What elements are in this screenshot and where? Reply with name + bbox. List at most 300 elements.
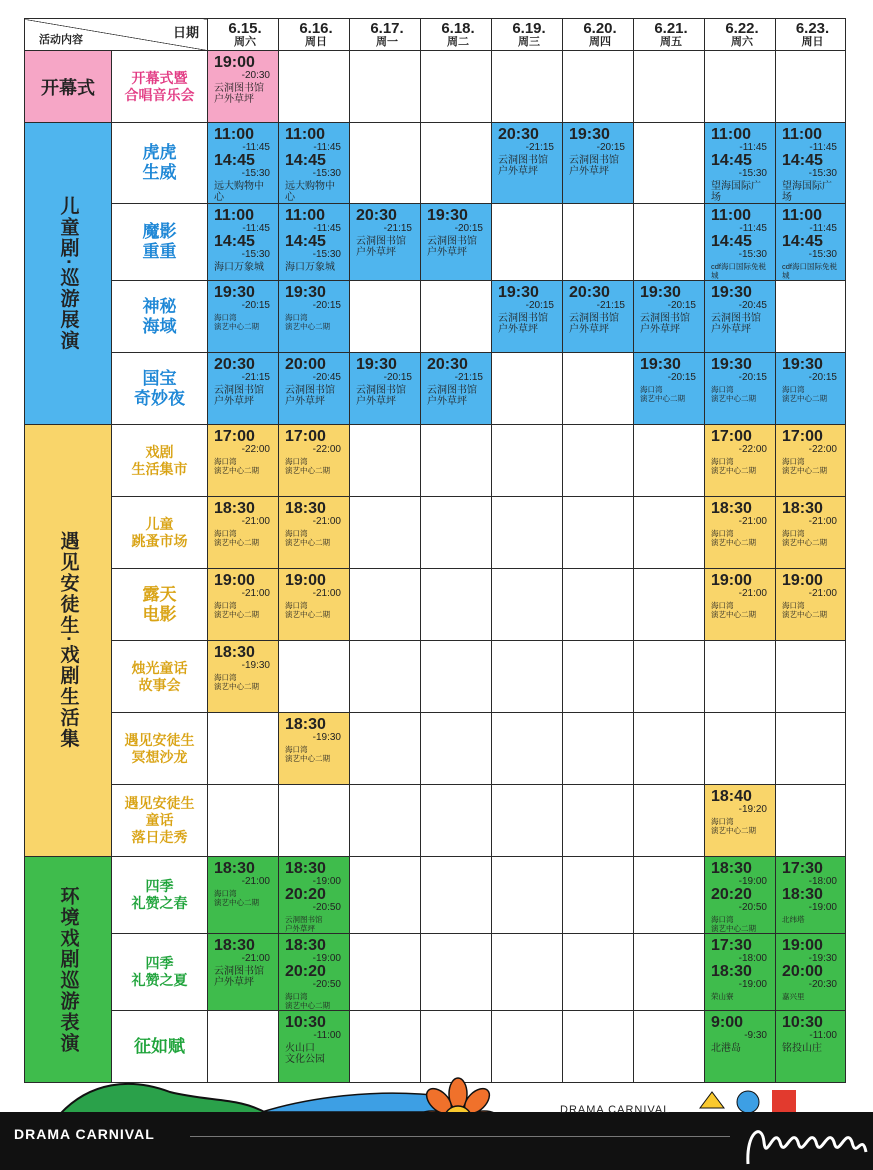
schedule-slot <box>279 204 350 281</box>
empty-slot <box>350 713 421 785</box>
event-row <box>25 934 846 1011</box>
venue-label: 海口湾 演艺中心二期 <box>214 889 259 907</box>
schedule-slot <box>421 353 492 425</box>
schedule-slot <box>279 713 350 785</box>
empty-slot <box>776 785 846 857</box>
end-time: -15:30 <box>808 168 837 179</box>
end-time: -21:15 <box>383 223 412 234</box>
end-time: -11:00 <box>809 1030 837 1041</box>
day-header: 6.21. 周五 <box>634 19 705 51</box>
start-time: 20:30 <box>498 126 539 143</box>
event-title: 魔影 重重 <box>142 222 177 261</box>
start-time: 11:00 <box>711 207 752 224</box>
event-row <box>25 569 846 641</box>
venue-label: 海口湾 演艺中心二期 <box>711 457 756 475</box>
end-time: -20:30 <box>808 979 837 990</box>
end-time: -15:30 <box>738 168 767 179</box>
end-time: -20:15 <box>667 300 696 311</box>
category-name: 环境戏剧巡游表演 <box>57 885 79 1054</box>
empty-slot <box>634 785 705 857</box>
schedule-slot <box>279 497 350 569</box>
venue-label: 海口湾 演艺中心二期 <box>214 529 259 547</box>
end-time: -21:00 <box>808 588 837 599</box>
venue-label: 海口湾 演艺中心二期 <box>285 457 330 475</box>
schedule-slot <box>208 934 279 1011</box>
day-header: 6.17. 周一 <box>350 19 421 51</box>
schedule-slot <box>634 353 705 425</box>
event-name <box>112 204 208 281</box>
empty-slot <box>350 51 421 123</box>
category-name: 开幕式 <box>41 77 95 98</box>
end-time: -11:45 <box>739 142 767 153</box>
empty-slot <box>705 641 776 713</box>
event-name <box>112 51 208 123</box>
empty-slot <box>776 281 846 353</box>
venue-label: 云洞图书馆 户外草坪 <box>356 236 406 258</box>
venue-label: 云洞图书馆 户外草坪 <box>569 155 619 177</box>
schedule-slot <box>350 204 421 281</box>
schedule-slot <box>208 641 279 713</box>
category-label <box>25 425 112 857</box>
schedule-slot <box>208 204 279 281</box>
empty-slot <box>492 425 563 497</box>
event-title: 遇见安徒生 童话 落日走秀 <box>124 795 195 845</box>
start-time: 20:30 <box>356 207 397 224</box>
category-label <box>25 51 112 123</box>
empty-slot <box>563 569 634 641</box>
schedule-slot <box>279 281 350 353</box>
schedule-table <box>24 18 846 1083</box>
end-time: -11:45 <box>242 142 270 153</box>
schedule-slot <box>350 353 421 425</box>
start-time: 18:30 <box>711 860 752 877</box>
end-time: -21:15 <box>596 300 625 311</box>
start-time: 20:00 <box>285 356 326 373</box>
empty-slot <box>634 641 705 713</box>
event-title: 四季 礼赞之夏 <box>131 955 188 988</box>
venue-label: 海口万象城 <box>214 262 264 273</box>
empty-slot <box>776 51 846 123</box>
event-title: 开幕式暨 合唱音乐会 <box>124 69 195 103</box>
event-title: 国宝 奇妙夜 <box>134 368 185 408</box>
event-row <box>25 353 846 425</box>
empty-slot <box>634 569 705 641</box>
empty-slot <box>563 641 634 713</box>
empty-slot <box>492 204 563 281</box>
empty-slot <box>634 857 705 934</box>
end-time: -19:00 <box>738 979 767 990</box>
schedule-slot <box>705 857 776 934</box>
empty-slot <box>705 713 776 785</box>
empty-slot <box>421 51 492 123</box>
venue-label: 望海国际广场 <box>711 181 761 203</box>
day-header: 6.16. 周日 <box>279 19 350 51</box>
start-time: 20:30 <box>569 284 610 301</box>
schedule-slot <box>776 353 846 425</box>
start-time: 18:30 <box>214 937 255 954</box>
empty-slot <box>421 569 492 641</box>
venue-label: 海口湾 演艺中心二期 <box>285 313 330 331</box>
day-header: 6.19. 周三 <box>492 19 563 51</box>
end-time: -19:30 <box>241 660 270 671</box>
venue-label: 云洞图书馆 户外草坪 <box>711 313 761 335</box>
start-time: 18:30 <box>711 500 752 517</box>
schedule-slot <box>705 123 776 204</box>
venue-label: 海口湾 演艺中心二期 <box>285 745 330 763</box>
empty-slot <box>634 204 705 281</box>
event-name <box>112 353 208 425</box>
empty-slot <box>279 51 350 123</box>
empty-slot <box>350 281 421 353</box>
venue-label: 云洞图书馆 户外草坪 <box>569 313 619 335</box>
end-time: -15:30 <box>241 249 270 260</box>
empty-slot <box>208 785 279 857</box>
venue-label: 火山口 文化公园 <box>285 1043 325 1065</box>
start-time: 19:30 <box>782 356 823 373</box>
empty-slot <box>492 353 563 425</box>
end-time: -21:15 <box>241 372 270 383</box>
event-row <box>25 497 846 569</box>
venue-label: 铭投山庄 <box>782 1043 822 1054</box>
start-time: 11:00 <box>214 126 255 143</box>
end-time: -20:50 <box>312 979 341 990</box>
schedule-slot <box>776 934 846 1011</box>
event-row <box>25 425 846 497</box>
event-name <box>112 785 208 857</box>
end-time: -11:45 <box>242 223 270 234</box>
event-title: 露天 电影 <box>142 584 177 624</box>
event-title: 四季 礼赞之春 <box>131 878 188 911</box>
event-title: 儿童 跳蚤市场 <box>131 515 188 549</box>
start-time: 19:30 <box>498 284 539 301</box>
start-time: 14:45 <box>782 233 823 250</box>
end-time: -21:00 <box>241 588 270 599</box>
venue-label: 海口湾 演艺中心二期 <box>711 529 756 547</box>
venue-label: cdf海口国际免税城 <box>711 262 767 280</box>
end-time: -18:00 <box>738 953 767 964</box>
end-time: -11:45 <box>313 142 341 153</box>
empty-slot <box>563 353 634 425</box>
start-time: 19:00 <box>285 572 326 589</box>
schedule-slot <box>279 857 350 934</box>
table-corner-header <box>25 19 208 51</box>
end-time: -21:00 <box>312 516 341 527</box>
start-time: 18:30 <box>214 500 255 517</box>
category-name: 遇见安徒生·戏剧生活集 <box>57 531 79 750</box>
event-name <box>112 497 208 569</box>
end-time: -11:45 <box>739 223 767 234</box>
end-time: -22:00 <box>312 444 341 455</box>
empty-slot <box>776 641 846 713</box>
empty-slot <box>634 51 705 123</box>
venue-label: 嘉兴里 <box>782 992 805 1001</box>
end-time: -19:30 <box>312 732 341 743</box>
end-time: -20:15 <box>808 372 837 383</box>
venue-label: 海口湾 演艺中心二期 <box>214 457 259 475</box>
start-time: 18:30 <box>285 937 326 954</box>
event-title: 烛光童话 故事会 <box>131 659 188 693</box>
activity-header: 活动内容 <box>39 34 83 46</box>
end-time: -20:15 <box>667 372 696 383</box>
start-time: 11:00 <box>285 207 326 224</box>
schedule-slot <box>208 123 279 204</box>
venue-label: 北纬塔 <box>782 915 805 924</box>
empty-slot <box>421 713 492 785</box>
end-time: -21:15 <box>525 142 554 153</box>
empty-slot <box>350 785 421 857</box>
schedule-slot <box>421 204 492 281</box>
end-time: -21:00 <box>312 588 341 599</box>
schedule-slot <box>776 204 846 281</box>
end-time: -22:00 <box>241 444 270 455</box>
event-row <box>25 641 846 713</box>
schedule-slot <box>776 857 846 934</box>
event-title: 虎虎 生威 <box>142 143 177 182</box>
event-row <box>25 51 846 123</box>
start-time: 17:30 <box>782 860 823 877</box>
end-time: -21:00 <box>241 953 270 964</box>
venue-label: 海口湾 演艺中心二期 <box>640 385 685 403</box>
empty-slot <box>279 641 350 713</box>
day-header: 6.22. 周六 <box>705 19 776 51</box>
start-time: 14:45 <box>711 233 752 250</box>
day-header: 6.18. 周二 <box>421 19 492 51</box>
schedule-slot <box>705 934 776 1011</box>
venue-label: 云洞图书馆 户外草坪 <box>285 385 335 407</box>
empty-slot <box>492 51 563 123</box>
start-time: 14:45 <box>285 233 326 250</box>
start-time: 11:00 <box>782 126 823 143</box>
empty-slot <box>634 934 705 1011</box>
empty-slot <box>421 123 492 204</box>
schedule-slot <box>208 569 279 641</box>
empty-slot <box>208 713 279 785</box>
venue-label: 海口湾 演艺中心二期 <box>782 601 827 619</box>
empty-slot <box>421 934 492 1011</box>
start-time: 19:30 <box>640 284 681 301</box>
venue-label: 远大购物中心 <box>214 181 264 203</box>
event-row <box>25 857 846 934</box>
schedule-slot <box>208 353 279 425</box>
start-time: 14:45 <box>285 152 326 169</box>
schedule-slot <box>776 425 846 497</box>
schedule-slot <box>705 425 776 497</box>
end-time: -20:50 <box>312 902 341 913</box>
day-header: 6.20. 周四 <box>563 19 634 51</box>
schedule-slot <box>208 497 279 569</box>
venue-label: 北港岛 <box>711 1043 741 1054</box>
end-time: -15:30 <box>312 249 341 260</box>
end-time: -20:15 <box>383 372 412 383</box>
start-time: 11:00 <box>782 207 823 224</box>
venue-label: 云洞图书馆 户外草坪 <box>498 313 548 335</box>
empty-slot <box>634 713 705 785</box>
end-time: -19:00 <box>312 876 341 887</box>
end-time: -21:00 <box>241 876 270 887</box>
empty-slot <box>350 569 421 641</box>
venue-label: 云洞图书馆 户外草坪 <box>356 385 406 407</box>
venue-label: 海口湾 演艺中心二期 <box>285 992 330 1010</box>
schedule-slot <box>563 281 634 353</box>
start-time: 17:00 <box>285 428 326 445</box>
event-name <box>112 281 208 353</box>
end-time: -21:00 <box>738 588 767 599</box>
end-time: -15:30 <box>312 168 341 179</box>
venue-label: 海口湾 演艺中心二期 <box>285 529 330 547</box>
event-name <box>112 425 208 497</box>
schedule-slot <box>279 123 350 204</box>
empty-slot <box>705 51 776 123</box>
event-row <box>25 281 846 353</box>
event-name <box>112 569 208 641</box>
day-header: 6.15. 周六 <box>208 19 279 51</box>
end-time: -21:00 <box>738 516 767 527</box>
empty-slot <box>563 51 634 123</box>
start-time: 19:00 <box>214 54 255 71</box>
venue-label: 云洞图书馆 户外草坪 <box>214 966 264 988</box>
end-time: -15:30 <box>808 249 837 260</box>
empty-slot <box>350 425 421 497</box>
end-time: -18:00 <box>808 876 837 887</box>
venue-label: 远大购物中心 <box>285 181 335 203</box>
end-time: -19:00 <box>312 953 341 964</box>
squiggle-icon <box>740 1112 870 1170</box>
start-time: 14:45 <box>214 233 255 250</box>
start-time: 19:30 <box>285 284 326 301</box>
venue-label: 云洞图书馆 户外草坪 <box>427 385 477 407</box>
empty-slot <box>279 785 350 857</box>
brand-logo-right: DRAMA CARNIVAL <box>560 1104 671 1116</box>
venue-label: 海口湾 演艺中心二期 <box>214 673 259 691</box>
schedule-slot <box>705 785 776 857</box>
end-time: -21:00 <box>241 516 270 527</box>
event-name <box>112 857 208 934</box>
start-time: 18:30 <box>285 860 326 877</box>
start-time: 14:45 <box>782 152 823 169</box>
venue-label: 海口湾 演艺中心二期 <box>711 915 756 933</box>
empty-slot <box>492 934 563 1011</box>
category-label <box>25 857 112 1083</box>
start-time: 19:30 <box>569 126 610 143</box>
event-title: 征如赋 <box>134 1036 185 1056</box>
start-time: 19:30 <box>356 356 397 373</box>
empty-slot <box>492 569 563 641</box>
venue-label: 云洞图书馆 户外草坪 <box>214 385 264 407</box>
empty-slot <box>492 641 563 713</box>
venue-label: 望海国际广场 <box>782 181 832 203</box>
venue-label: 海口湾 演艺中心二期 <box>782 529 827 547</box>
venue-label: 海口湾 演艺中心二期 <box>782 385 827 403</box>
empty-slot <box>634 497 705 569</box>
event-name <box>112 713 208 785</box>
venue-label: 海口湾 演艺中心二期 <box>214 601 259 619</box>
empty-slot <box>563 713 634 785</box>
schedule-slot <box>279 934 350 1011</box>
end-time: -9:30 <box>744 1030 767 1041</box>
empty-slot <box>634 123 705 204</box>
end-time: -15:30 <box>241 168 270 179</box>
venue-label: 云洞图书馆 户外草坪 <box>285 915 323 933</box>
end-time: -20:15 <box>596 142 625 153</box>
schedule-slot <box>279 353 350 425</box>
footer-rule <box>190 1136 730 1137</box>
end-time: -11:45 <box>809 223 837 234</box>
start-time: 20:20 <box>285 886 326 903</box>
end-time: -20:15 <box>241 300 270 311</box>
event-row <box>25 204 846 281</box>
end-time: -22:00 <box>808 444 837 455</box>
empty-slot <box>350 934 421 1011</box>
empty-slot <box>634 425 705 497</box>
start-time: 17:00 <box>214 428 255 445</box>
empty-slot <box>492 497 563 569</box>
start-time: 9:00 <box>711 1014 744 1031</box>
footer-decoration <box>0 1072 873 1170</box>
empty-slot <box>776 713 846 785</box>
start-time: 10:30 <box>782 1014 823 1031</box>
event-row <box>25 123 846 204</box>
start-time: 20:20 <box>285 963 326 980</box>
schedule-slot <box>705 204 776 281</box>
start-time: 11:00 <box>214 207 255 224</box>
event-title: 遇见安徒生 冥想沙龙 <box>124 731 195 765</box>
event-title: 戏剧 生活集市 <box>131 443 188 477</box>
end-time: -19:00 <box>738 876 767 887</box>
empty-slot <box>421 425 492 497</box>
schedule-slot <box>705 497 776 569</box>
end-time: -19:00 <box>808 902 837 913</box>
start-time: 20:30 <box>427 356 468 373</box>
venue-label: 云洞图书馆 户外草坪 <box>214 83 264 105</box>
category-name: 儿童剧·巡游展演 <box>57 195 79 352</box>
start-time: 19:00 <box>782 937 823 954</box>
start-time: 18:30 <box>214 644 255 661</box>
schedule-slot <box>208 857 279 934</box>
date-header: 日期 <box>172 25 199 40</box>
venue-label: 云洞图书馆 户外草坪 <box>427 236 477 258</box>
start-time: 20:00 <box>782 963 823 980</box>
empty-slot <box>421 857 492 934</box>
start-time: 17:00 <box>711 428 752 445</box>
empty-slot <box>350 641 421 713</box>
end-time: -11:45 <box>313 223 341 234</box>
start-time: 18:30 <box>782 886 823 903</box>
end-time: -11:00 <box>313 1030 341 1041</box>
schedule-slot <box>705 569 776 641</box>
venue-label: 云洞图书馆 户外草坪 <box>498 155 548 177</box>
empty-slot <box>563 497 634 569</box>
event-name <box>112 934 208 1011</box>
end-time: -20:45 <box>312 372 341 383</box>
start-time: 18:30 <box>711 963 752 980</box>
venue-label: 海口湾 演艺中心二期 <box>214 313 259 331</box>
venue-label: cdf海口国际免税城 <box>782 262 838 280</box>
start-time: 17:30 <box>711 937 752 954</box>
end-time: -21:15 <box>454 372 483 383</box>
start-time: 20:20 <box>711 886 752 903</box>
venue-label: 荣山寮 <box>711 992 734 1001</box>
end-time: -20:30 <box>241 70 270 81</box>
venue-label: 云洞图书馆 户外草坪 <box>640 313 690 335</box>
start-time: 19:00 <box>214 572 255 589</box>
empty-slot <box>421 497 492 569</box>
start-time: 18:30 <box>285 500 326 517</box>
start-time: 19:30 <box>427 207 468 224</box>
empty-slot <box>563 204 634 281</box>
start-time: 11:00 <box>711 126 752 143</box>
event-title: 神秘 海域 <box>142 296 177 336</box>
day-header: 6.23. 周日 <box>776 19 846 51</box>
